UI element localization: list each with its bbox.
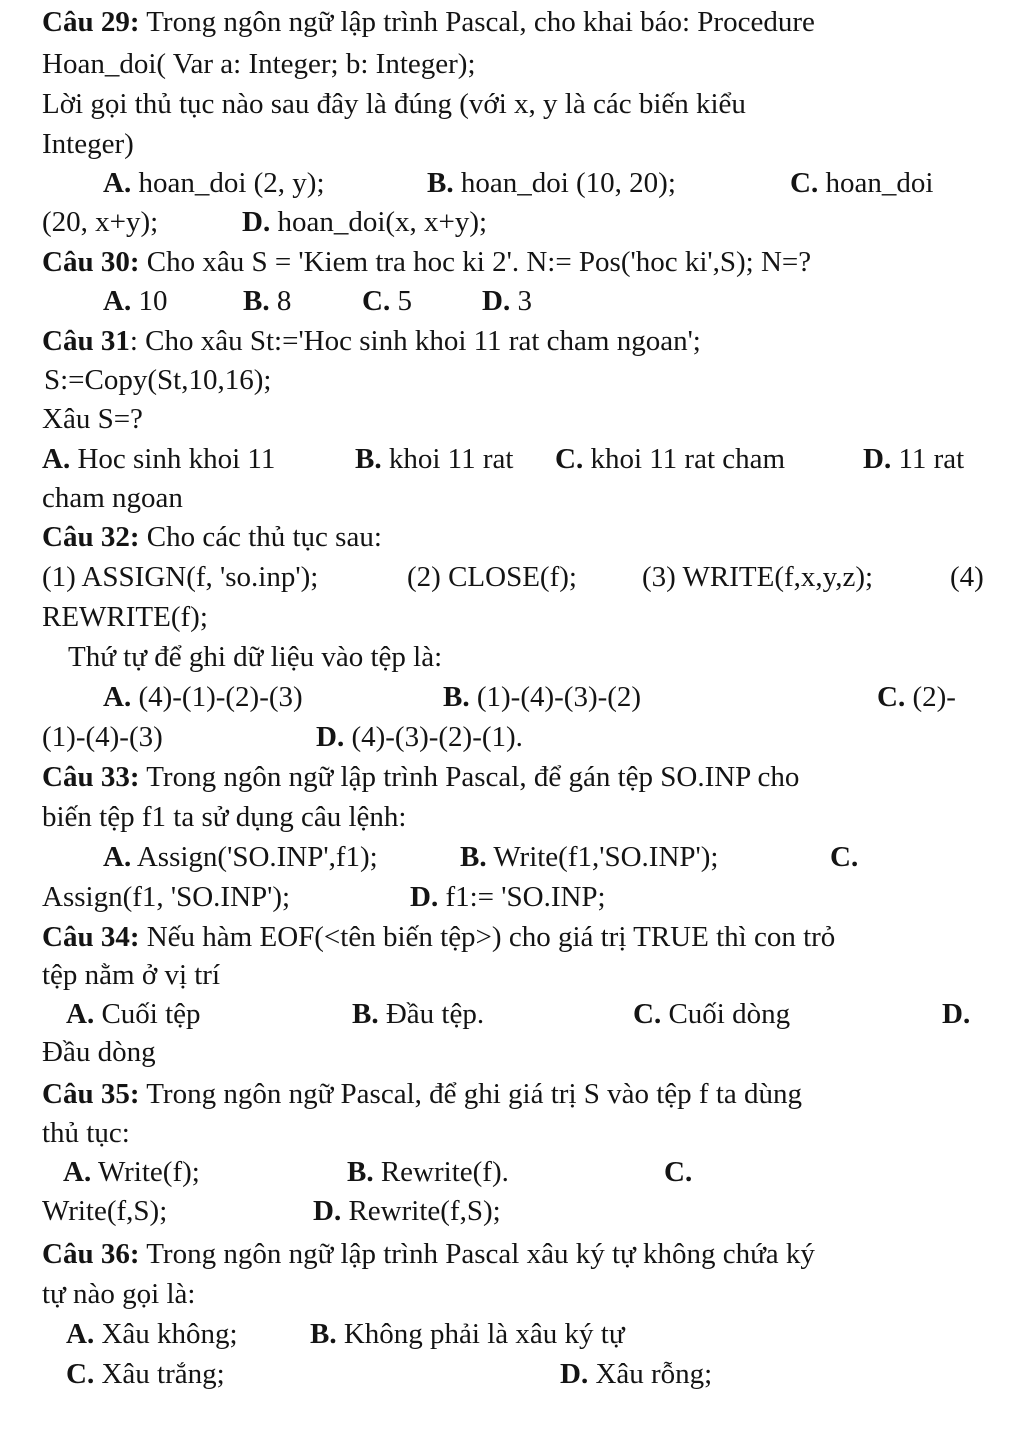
q36-option-d: D. Xâu rỗng; [560, 1358, 713, 1390]
q32-options-row-2 [0, 717, 1024, 757]
q32-line-1 [0, 517, 1024, 557]
q36-line-1 [0, 1234, 1024, 1274]
q32-line-3 [0, 637, 1024, 677]
q30-number: Câu 30: [42, 246, 140, 278]
q32-steps-cont [0, 597, 1024, 637]
q32-step-4-number: (4) [950, 561, 984, 593]
q34-line-1 [0, 917, 1024, 957]
q34-line-2 [0, 955, 1024, 995]
q33-stem-1: Trong ngôn ngữ lập trình Pascal, để gán tệp SO.INP cho [146, 761, 800, 793]
q35-stem-2: thủ tục: [42, 1117, 130, 1149]
q29-option-c: C. hoan_doi [790, 167, 934, 199]
q33-number: Câu 33: [42, 761, 140, 793]
q31-option-a: A. Hoc sinh khoi 11 [42, 443, 276, 475]
q34-option-d-text: Đầu dòng [42, 1036, 156, 1068]
q29-option-a: A. hoan_doi (2, y); [103, 167, 325, 199]
q36-options-row-2 [0, 1354, 1024, 1394]
q36-stem-1: Trong ngôn ngữ lập trình Pascal xâu ký tự không chứa ký [146, 1238, 815, 1270]
q31-option-b: B. khoi 11 rat [355, 443, 514, 475]
q36-stem-2: tự nào gọi là: [42, 1278, 196, 1310]
q36-option-a: A. Xâu không; [66, 1318, 238, 1350]
q31-options [0, 439, 1024, 479]
q31-options-cont [0, 478, 1024, 518]
q32-option-b: B. (1)-(4)-(3)-(2) [443, 681, 642, 713]
q31-option-c: C. khoi 11 rat cham [555, 443, 786, 475]
q34-stem-1: Nếu hàm EOF(<tên biến tệp>) cho giá trị TRUE thì con trỏ [146, 921, 836, 953]
q32-stem-1: Cho các thủ tục sau: [146, 521, 382, 553]
q36-option-b: B. Không phải là xâu ký tự [310, 1318, 625, 1350]
q33-option-c-label: C. [830, 841, 859, 873]
q35-options-row-1 [0, 1152, 1024, 1192]
q33-option-c-text: Assign(f1, 'SO.INP'); [42, 881, 291, 913]
q31-line-1 [0, 321, 1024, 361]
q34-options-row-2 [0, 1032, 1024, 1072]
q34-option-d-label: D. [942, 998, 971, 1030]
q36-number: Câu 36: [42, 1238, 140, 1270]
q32-options-row-1 [0, 677, 1024, 717]
q31-stem-2: S:=Copy(St,10,16); [44, 364, 272, 396]
q32-number: Câu 32: [42, 521, 140, 553]
q30-option-d: D. 3 [482, 285, 532, 317]
q29-number: Câu 29: [42, 6, 140, 38]
q35-line-2 [0, 1113, 1024, 1153]
q35-line-1 [0, 1074, 1024, 1114]
q34-option-b: B. Đầu tệp. [352, 998, 485, 1030]
q36-option-c: C. Xâu trắng; [66, 1358, 225, 1390]
q34-stem-2: tệp nằm ở vị trí [42, 959, 221, 991]
q31-option-d-cont: cham ngoan [42, 482, 183, 514]
q30-options [0, 281, 1024, 321]
q29-option-c-cont: (20, x+y); [42, 206, 159, 238]
q33-option-a: A. Assign('SO.INP',f1); [103, 841, 378, 873]
q33-options-row-1 [0, 837, 1024, 877]
q35-option-d: D. Rewrite(f,S); [313, 1195, 501, 1227]
q32-step-4: REWRITE(f); [42, 601, 208, 633]
q29-stem-3: Lời gọi thủ tục nào sau đây là đúng (với x, y là các biến kiểu [42, 88, 746, 120]
q33-option-d: D. f1:= 'SO.INP; [410, 881, 606, 913]
q30-option-a: A. 10 [103, 285, 168, 317]
q34-option-c: C. Cuối dòng [633, 998, 791, 1030]
q31-line-3 [0, 399, 1024, 439]
q30-line-1 [0, 242, 1024, 282]
q29-options-row-1 [0, 163, 1024, 203]
q29-stem-1: Trong ngôn ngữ lập trình Pascal, cho khai báo: Procedure [146, 6, 815, 38]
q29-option-b: B. hoan_doi (10, 20); [427, 167, 676, 199]
q34-options-row-1 [0, 994, 1024, 1034]
q31-number: Câu 31 [42, 325, 130, 357]
q32-option-d: D. (4)-(3)-(2)-(1). [316, 721, 523, 753]
q30-option-c: C. 5 [362, 285, 412, 317]
q32-option-c: C. (2)- [877, 681, 956, 713]
q36-options-row-1 [0, 1314, 1024, 1354]
q31-line-2 [0, 360, 1024, 400]
q34-number: Câu 34: [42, 921, 140, 953]
q29-options-row-2 [0, 202, 1024, 242]
q31-stem-1: : Cho xâu St:='Hoc sinh khoi 11 rat cham ngoan'; [129, 325, 701, 357]
q32-option-a: A. (4)-(1)-(2)-(3) [103, 681, 303, 713]
q30-option-b: B. 8 [243, 285, 292, 317]
q32-option-c-cont: (1)-(4)-(3) [42, 721, 163, 753]
q31-option-d: D. 11 rat [863, 443, 965, 475]
q29-line-2 [0, 44, 1024, 84]
q35-option-a: A. Write(f); [63, 1156, 200, 1188]
q35-option-c-label: C. [664, 1156, 693, 1188]
q35-stem-1: Trong ngôn ngữ Pascal, để ghi giá trị S vào tệp f ta dùng [146, 1078, 803, 1110]
q35-number: Câu 35: [42, 1078, 140, 1110]
q33-options-row-2 [0, 877, 1024, 917]
q33-line-1 [0, 757, 1024, 797]
q34-option-a: A. Cuối tệp [66, 998, 201, 1030]
q35-option-b: B. Rewrite(f). [347, 1156, 509, 1188]
q36-line-2 [0, 1274, 1024, 1314]
q29-option-d: D. hoan_doi(x, x+y); [242, 206, 488, 238]
q35-option-c-text: Write(f,S); [42, 1195, 168, 1227]
q29-stem-4: Integer) [42, 128, 134, 160]
q33-option-b: B. Write(f1,'SO.INP'); [460, 841, 719, 873]
q29-line-3 [0, 84, 1024, 124]
q30-stem: Cho xâu S = 'Kiem tra hoc ki 2'. N:= Pos('hoc ki',S); N=? [146, 246, 812, 278]
q29-line-1 [0, 2, 1024, 42]
q35-options-row-2 [0, 1191, 1024, 1231]
q33-line-2 [0, 797, 1024, 837]
q32-stem-3: Thứ tự để ghi dữ liệu vào tệp là: [68, 641, 443, 673]
q29-stem-2: Hoan_doi( Var a: Integer; b: Integer); [42, 48, 476, 80]
q32-step-2: (2) CLOSE(f); [407, 561, 577, 593]
q29-line-4 [0, 124, 1024, 164]
q33-stem-2: biến tệp f1 ta sử dụng câu lệnh: [42, 801, 407, 833]
q32-steps [0, 557, 1024, 597]
q32-step-3: (3) WRITE(f,x,y,z); [642, 561, 874, 593]
q31-stem-3: Xâu S=? [42, 403, 143, 435]
q32-step-1: (1) ASSIGN(f, 'so.inp'); [42, 561, 319, 593]
